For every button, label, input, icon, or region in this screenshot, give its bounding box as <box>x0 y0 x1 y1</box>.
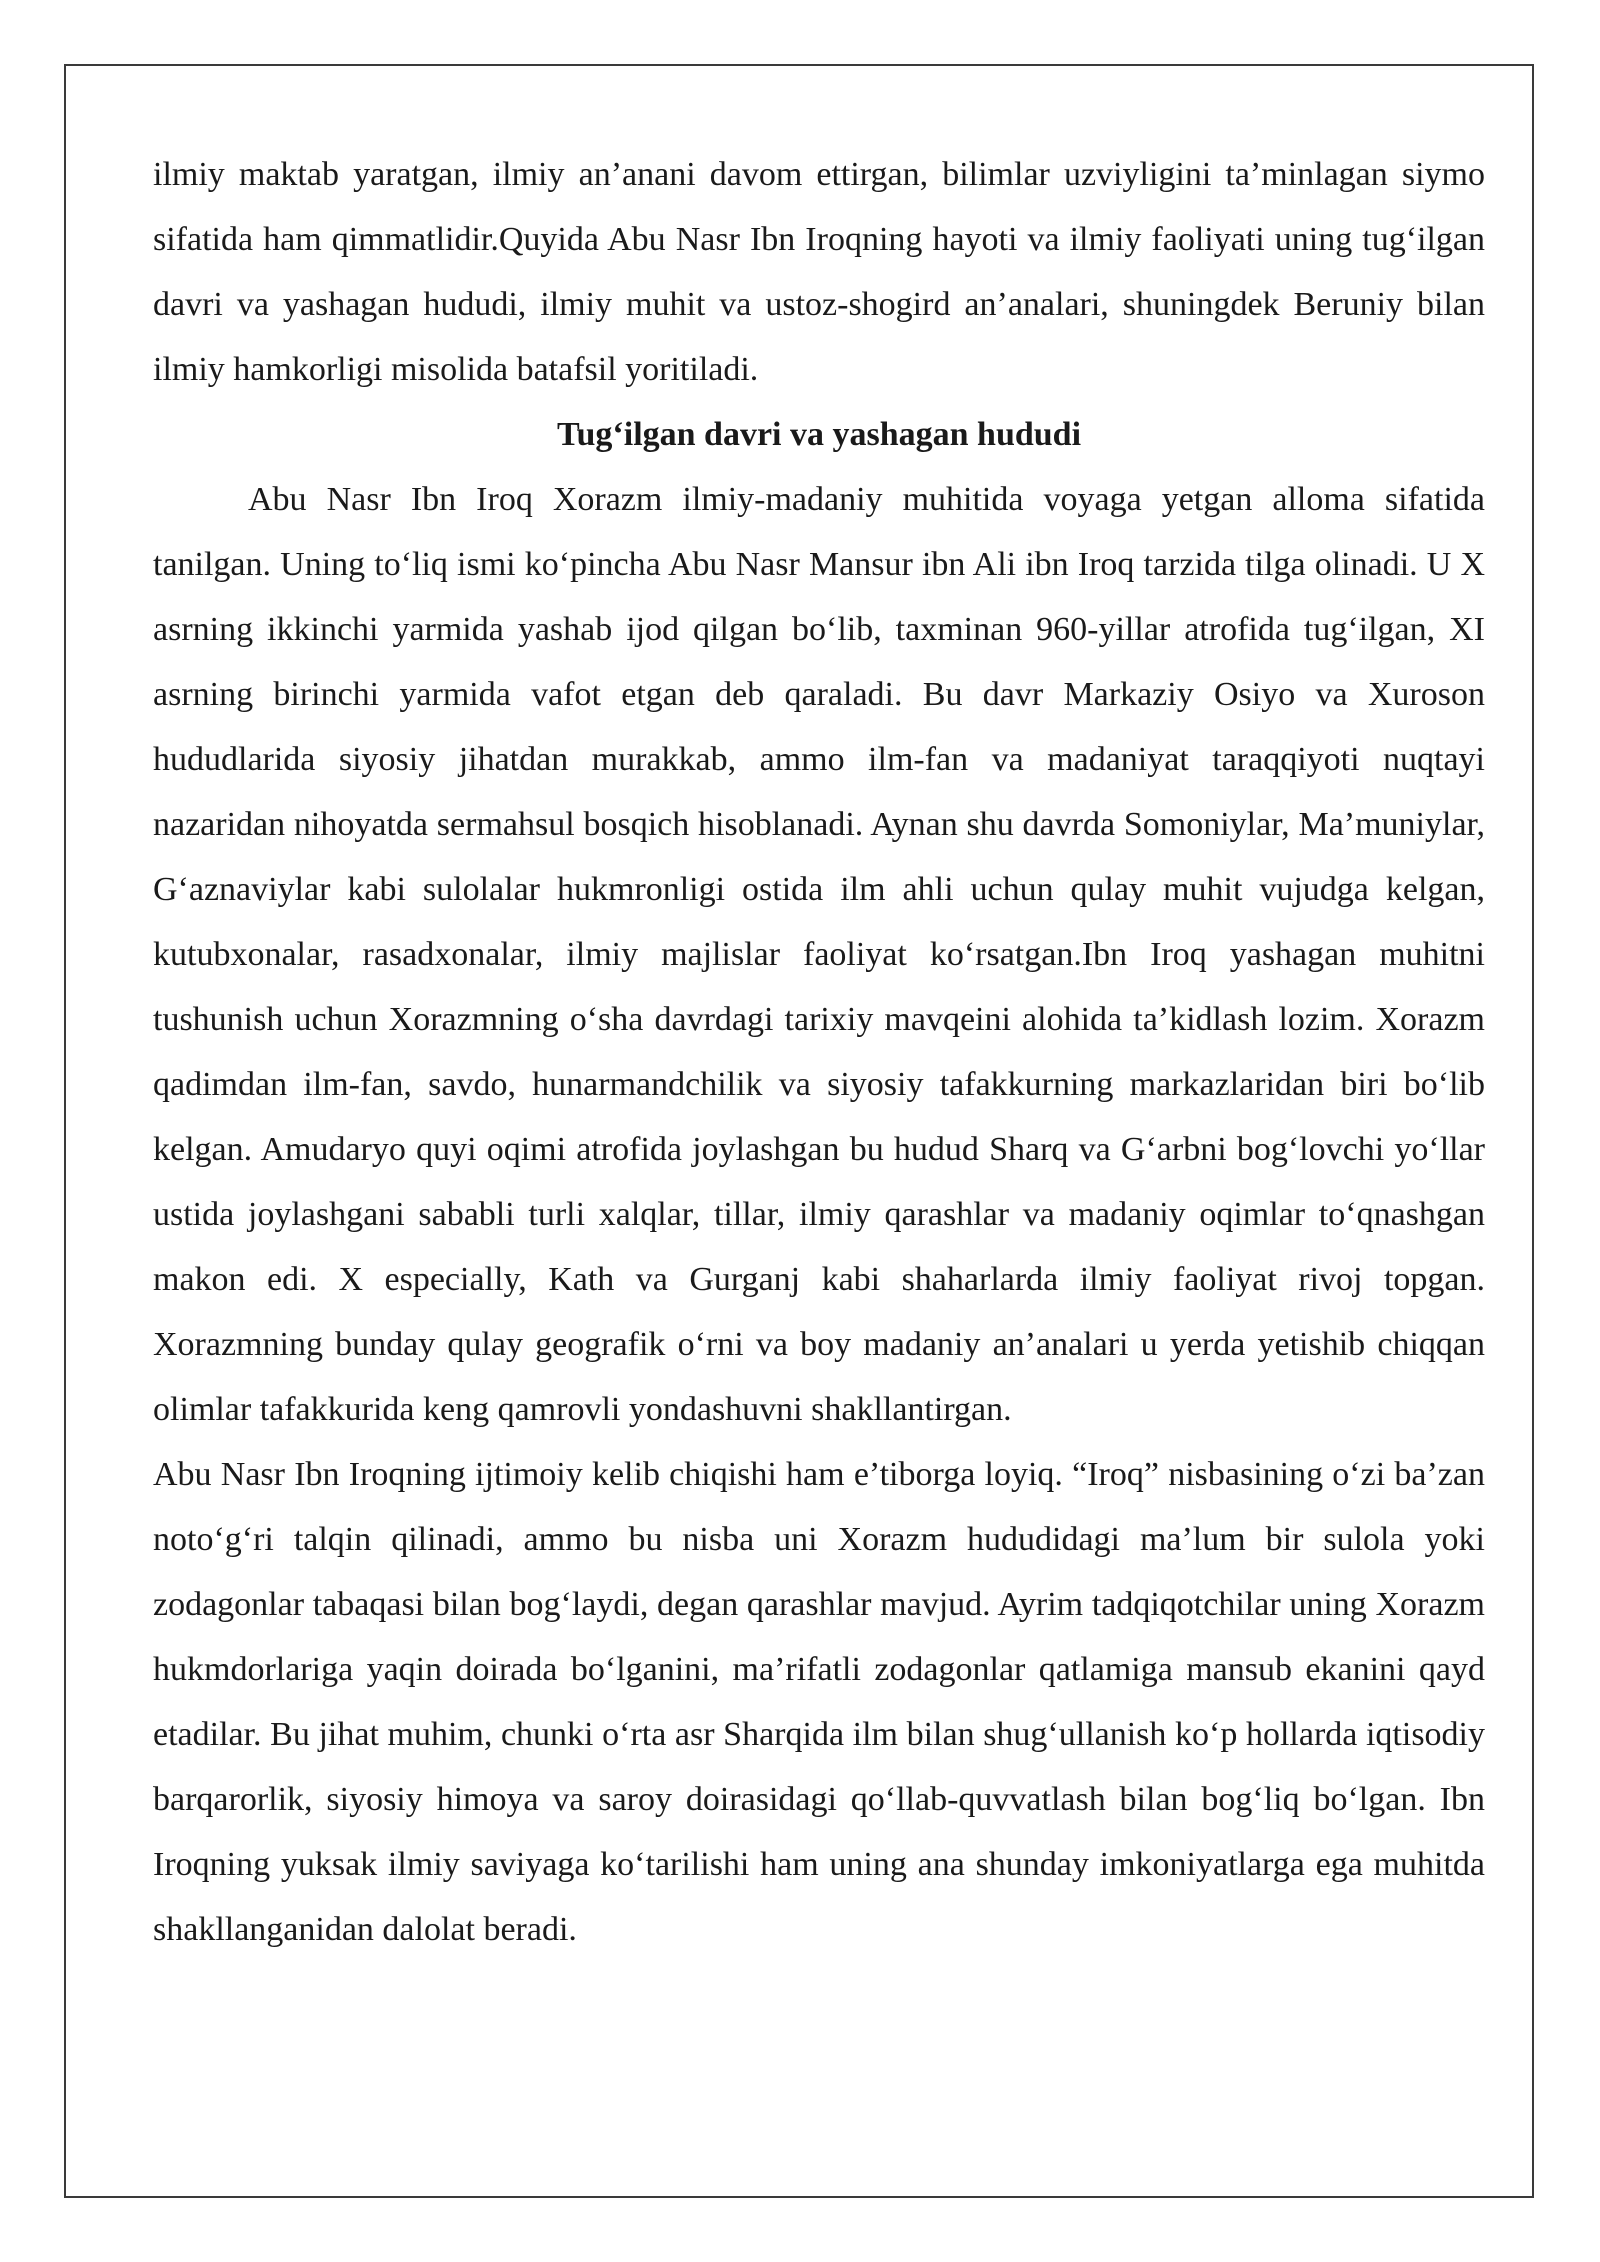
document-body <box>153 142 1485 1962</box>
intro-paragraph: ilmiy maktab yaratgan, ilmiy an’anani davom ettirgan, bilimlar uzviyligini ta’minlagan siymo sifatida ham qimmatlidir.Quyida Abu Nasr Ibn Iroqning hayoti va ilmiy faoliyati uning tug‘ilgan davri va yashagan hududi, ilmiy muhit va ustoz-shogird an’analari, shuningdek Beruniy bilan ilmiy hamkorligi misolida batafsil yoritiladi. <box>153 156 1485 388</box>
body-paragraph-birth-period: Abu Nasr Ibn Iroq Xorazm ilmiy-madaniy muhitida voyaga yetgan alloma sifatida tanilgan. Uning to‘liq ismi ko‘pincha Abu Nasr Mansur ibn Ali ibn Iroq tarzida tilga olinadi. U X asrning ikkinchi yarmida yashab ijod qilgan bo‘lib, taxminan 960-yillar atrofida tug‘ilgan, XI asrning birinchi yarmida vafot etgan deb qaraladi. Bu davr Markaziy Osiyo va Xuroson hududlarida siyosiy jihatdan murakkab, ammo ilm-fan va madaniyat taraqqiyoti nuqtayi nazaridan nihoyatda sermahsul bosqich hisoblanadi. Aynan shu davrda Somoniylar, Ma’muniylar, G‘aznaviylar kabi sulolalar hukmronligi ostida ilm ahli uchun qulay muhit vujudga kelgan, kutubxonalar, rasadxonalar, ilmiy majlislar faoliyat ko‘rsatgan.Ibn Iroq yashagan muhitni tushunish uchun Xorazmning o‘sha davrdagi tarixiy mavqeini alohida ta’kidlash lozim. Xorazm qadimdan ilm-fan, savdo, hunarmandchilik va siyosiy tafakkurning markazlaridan biri bo‘lib kelgan. Amudaryo quyi oqimi atrofida joylashgan bu hudud Sharq va G‘arbni bog‘lovchi yo‘llar ustida joylashgani sababli turli xalqlar, tillar, ilmiy qarashlar va madaniy oqimlar to‘qnashgan makon edi. X especially, Kath va Gurganj kabi shaharlarda ilmiy faoliyat rivoj topgan. Xorazmning bunday qulay geografik o‘rni va boy madaniy an’analari u yerda yetishib chiqqan olimlar tafakkurida keng qamrovli yondashuvni shakllantirgan. <box>153 481 1485 1428</box>
body-paragraph-social-origin: Abu Nasr Ibn Iroqning ijtimoiy kelib chiqishi ham e’tiborga loyiq. “Iroq” nisbasining o‘zi ba’zan noto‘g‘ri talqin qilinadi, ammo bu nisba uni Xorazm hududidagi ma’lum bir sulola yoki zodagonlar tabaqasi bilan bog‘laydi, degan qarashlar mavjud. Ayrim tadqiqotchilar uning Xorazm hukmdorlariga yaqin doirada bo‘lganini, ma’rifatli zodagonlar qatlamiga mansub ekanini qayd etadilar. Bu jihat muhim, chunki o‘rta asr Sharqida ilm bilan shug‘ullanish ko‘p hollarda iqtisodiy barqarorlik, siyosiy himoya va saroy doirasidagi qo‘llab-quvvatlash bilan bog‘liq bo‘lgan. Ibn Iroqning yuksak ilmiy saviyaga ko‘tarilishi ham uning ana shunday imkoniyatlarga ega muhitda shakllanganidan dalolat beradi. <box>153 1456 1485 1948</box>
section-heading: Tug‘ilgan davri va yashagan hududi <box>556 416 1082 453</box>
